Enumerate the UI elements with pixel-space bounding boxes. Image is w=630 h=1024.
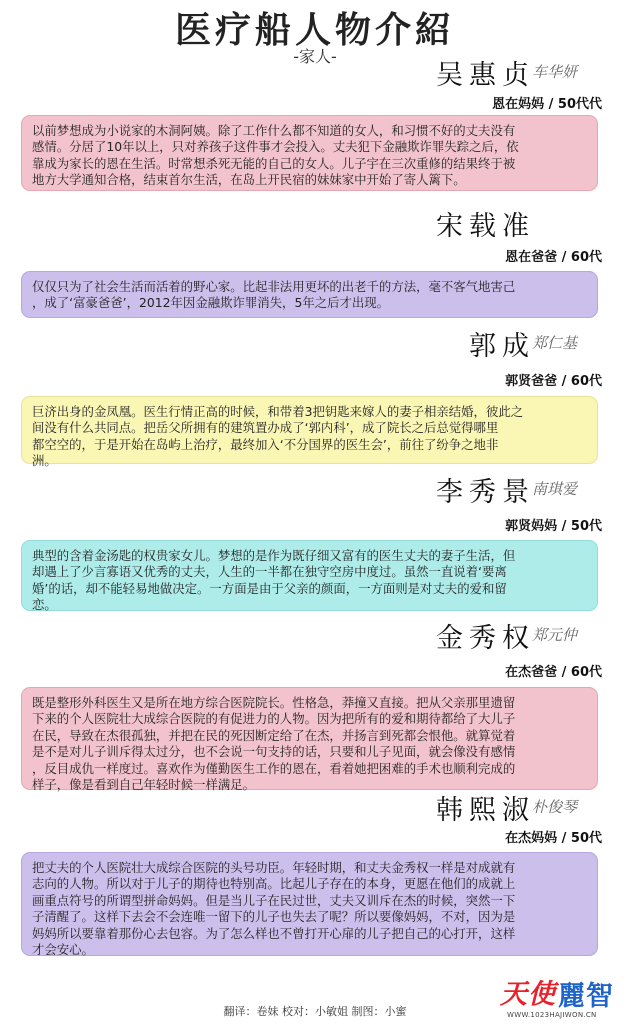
character-actor: 南琪爱 <box>532 480 578 498</box>
site-url: WWW.1023HAJIWON.CN <box>507 1011 597 1019</box>
character-name: 吴惠贞 <box>436 60 535 91</box>
description-line: 妈妈所以要靠着那份心去包容。为了怎么样也不曾打开心扉的儿子把自己的心打开，这样 <box>32 925 516 941</box>
description-line: ，反目成仇一样度过。喜欢作为僅勤医生工作的恩在，看着她把困难的手术也顺利完成的 <box>32 760 516 776</box>
character-name: 郭成 <box>469 331 535 362</box>
description-line: 仅仅只为了社会生活而活着的野心家。比起非法用更坏的出老千的方法，毫不客气地害己 <box>32 279 516 294</box>
description-line: 样子，像是看到自己年轻时候一样满足。 <box>32 777 256 793</box>
character-description <box>21 852 598 956</box>
character-role: 在杰妈妈 / 50代 <box>505 831 602 846</box>
site-logo <box>498 972 618 1012</box>
character-actor: 郑元仲 <box>532 626 578 644</box>
description-line: 画重点符号的所谓型拼命妈妈。但是当儿子在民过世，丈夫又训斥在杰的时候，突然一下 <box>32 892 516 908</box>
description-line: 子清醒了。这样下去会不会连唯一留下的儿子也失去了呢？所以要像妈妈，不对，因为是 <box>32 909 516 925</box>
description-line: 婚’的话，却不能轻易地做决定。一方面是由于父亲的颜面，一方面则是对丈夫的爱和留 <box>32 580 507 596</box>
character-description <box>21 115 598 191</box>
character-description <box>21 396 598 469</box>
description-line: 恋。 <box>32 597 57 613</box>
character-description <box>21 687 598 793</box>
page-subtitle: -家人- <box>293 47 337 66</box>
description-line: 却遇上了少言寡语又优秀的丈夫，人生的一半都在独守空房中度过。虽然一直说着‘要离 <box>32 564 507 580</box>
character-actor: 车华妍 <box>532 63 578 81</box>
character-description <box>21 540 598 611</box>
description-line: 才会安心。 <box>32 942 94 958</box>
character-description <box>21 271 598 318</box>
character-name: 韩熙淑 <box>436 795 535 826</box>
description-line: 巨济出身的金凤凰。医生行情正高的时候，和带着3把钥匙来嫁人的妻子相亲结婚，彼此之 <box>32 404 524 419</box>
description-line: 洲。 <box>32 453 57 469</box>
description-line: ，成了‘富豪爸爸’，2012年因金融欺诈罪消失，5年之后才出现。 <box>32 295 390 311</box>
credits-line: 翻译：卷妹 校对：小敏姐 制图：小蜜 <box>223 1005 407 1018</box>
character-role: 郭贤爸爸 / 60代 <box>505 374 602 389</box>
description-line: 靠成为家长的恩在生活。时常想杀死无能的自己的女人。儿子宇在三次重修的结果终于被 <box>32 155 516 171</box>
character-name: 金秀权 <box>436 623 535 654</box>
description-line: 地方大学通知合格，结束首尔生活，在岛上开民宿的妹妹家中开始了寄人篱下。 <box>32 172 466 188</box>
description-line: 在民，导致在杰很孤独，并把在民的死因断定给了在杰，并扬言到死都会恨他。就算觉着 <box>32 727 516 743</box>
character-name: 宋载准 <box>436 211 535 242</box>
character-name: 李秀景 <box>436 477 535 508</box>
character-role: 恩在爸爸 / 60代 <box>505 250 602 265</box>
description-line: 把丈夫的个人医院壮大成综合医院的头号功臣。年轻时期，和丈夫金秀权一样是对成就有 <box>32 860 516 875</box>
page-title: 医疗船人物介紹 <box>174 10 455 51</box>
description-line: 志向的人物。所以对于儿子的期待也特别高。比起儿子存在的本身，更愿在他们的成就上 <box>32 876 516 892</box>
description-line: 以前梦想成为小说家的木洞阿姨。除了工作什么都不知道的女人，和习惯不好的丈夫没有 <box>32 123 516 138</box>
description-line: 典型的含着金汤匙的权贵家女儿。梦想的是作为既仔细又富有的医生丈夫的妻子生活，但 <box>32 548 516 563</box>
description-line: 间没有什么共同点。把岳父所拥有的建筑置办成了‘郭内科’，成了院长之后总觉得哪里 <box>32 420 499 436</box>
character-actor: 朴俊琴 <box>532 798 578 816</box>
description-line: 是不是对儿子训斥得太过分，也不会说一句支持的话，只要和儿子见面，就会像没有感情 <box>32 744 516 760</box>
description-line: 既是整形外科医生又是所在地方综合医院院长。性格急，莽撞又直接。把从父亲那里遗留 <box>32 695 516 710</box>
svg-text:天: 天 <box>500 979 527 1010</box>
svg-text:麗: 麗 <box>558 981 585 1012</box>
description-line: 感情。分居了10年以上，只对养孩子这件事才会投入。丈夫犯下金融欺诈罪失踪之后，依 <box>32 139 519 155</box>
description-line: 都空空的，于是开始在岛屿上治疗，最终加入‘不分国界的医生会’，前往了纷争之地非 <box>32 436 499 452</box>
svg-text:使: 使 <box>528 979 555 1010</box>
character-role: 恩在妈妈 / 50代代 <box>492 97 602 112</box>
character-role: 郭贤妈妈 / 50代 <box>505 519 602 534</box>
svg-text:智: 智 <box>586 981 613 1012</box>
character-role: 在杰爸爸 / 60代 <box>505 665 602 680</box>
description-line: 下来的个人医院壮大成综合医院的有促进力的人物。因为把所有的爱和期待都给了大儿子 <box>32 711 516 727</box>
character-actor: 郑仁基 <box>532 334 578 352</box>
